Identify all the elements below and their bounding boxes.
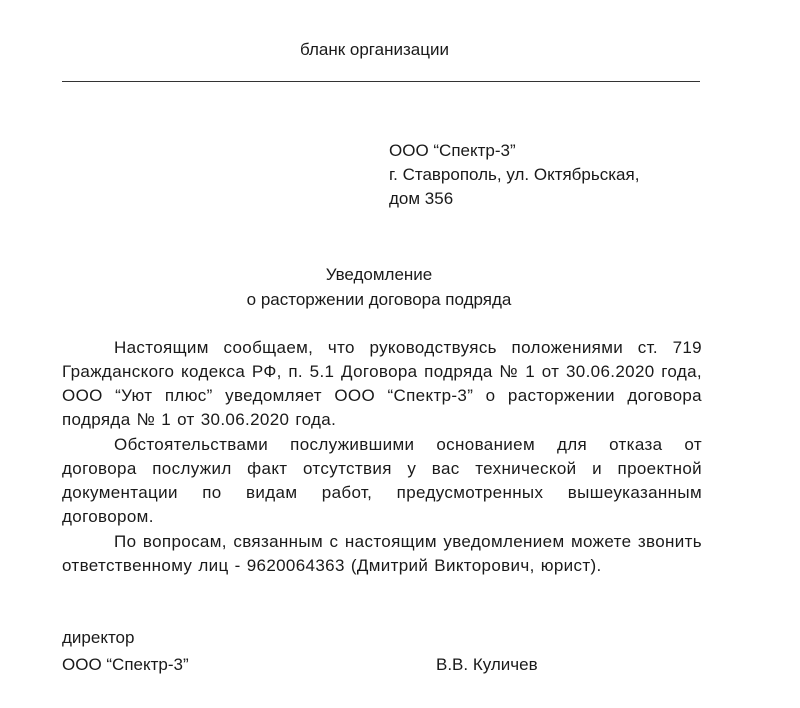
recipient-address-line1: г. Ставрополь, ул. Октябрьская,	[389, 165, 640, 184]
title-line1: Уведомление	[325, 265, 433, 284]
recipient-block	[389, 139, 639, 211]
signature-name: В.В. Куличев	[436, 655, 538, 674]
body-paragraph-2: Обстоятельствами послужившими основанием для отказа от договора послужил факт отсутствия у вас технической и проектной документации по видам работ, предусмотренных вышеуказанным договором.	[62, 435, 702, 526]
letterhead-rule	[62, 81, 700, 82]
signature-company: ООО “Спектр-3”	[62, 655, 189, 674]
title-line2: о расторжении договора подряда	[246, 290, 512, 309]
recipient-address-line2: дом 356	[389, 189, 454, 208]
document-body	[62, 336, 702, 579]
signature-position: директор	[62, 628, 135, 647]
body-paragraph-3: По вопросам, связанным с настоящим уведомлением можете звонить ответственному лиц - 9620064363 (Дмитрий Викторович, юрист).	[62, 532, 702, 575]
signature-block	[62, 628, 722, 688]
recipient-company: ООО “Спектр-3”	[389, 141, 516, 160]
document-title	[0, 262, 758, 312]
letterhead-label: бланк организации	[300, 40, 449, 59]
body-paragraph-1: Настоящим сообщаем, что руководствуясь положениями ст. 719 Гражданского кодекса РФ, п. 5.1 Договора подряда № 1 от 30.06.2020 года, ООО “Уют плюс” уведомляет ООО “Спектр-3” о расторжении договора подряда № 1 от 30.06.2020 года.	[62, 338, 702, 429]
